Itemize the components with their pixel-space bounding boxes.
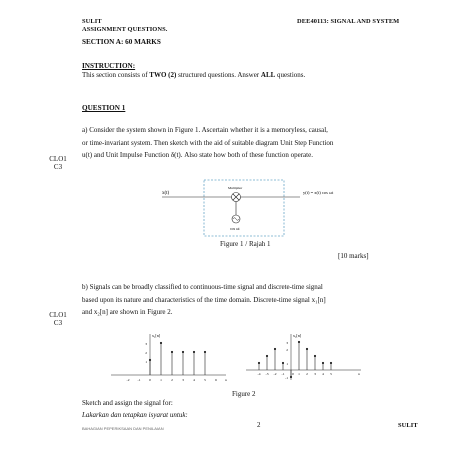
svg-text:1: 1 [286, 362, 288, 366]
part-b-text: b) Signals can be broadly classified to continuous-time signal and discrete-time signal based upon its nature and characteristics of the time domain. Discrete-time signal x₁[n] and x₂[n] are shown in Figure 2. [82, 283, 326, 316]
svg-text:-4: -4 [257, 372, 261, 376]
svg-text:3: 3 [182, 378, 184, 382]
svg-text:-1: -1 [137, 378, 141, 382]
svg-text:4: 4 [193, 378, 195, 382]
svg-text:0: 0 [149, 378, 151, 382]
section-title: SECTION A: 60 MARKS [82, 38, 161, 46]
sketch-instruction: Sketch and assign the signal for: [82, 399, 173, 407]
header-course: DEE40113: SIGNAL AND SYSTEM [297, 18, 400, 25]
question-heading: QUESTION 1 [82, 104, 126, 112]
footer-left: BAHAGIAN PEPERIKSAAN DAN PENILAIAN [82, 426, 164, 431]
x2-ylabel: x₂[n] [293, 333, 302, 338]
x1-ylabel: x₁[n] [152, 333, 161, 338]
figure-2-x1-plot [108, 330, 230, 386]
figure-1-output-label: y(t) = x(t) cos ωt [303, 190, 334, 195]
svg-text:2: 2 [286, 348, 288, 352]
header-sulit: SULIT [82, 18, 102, 25]
svg-text:4: 4 [322, 372, 324, 376]
svg-text:2: 2 [171, 378, 173, 382]
svg-text:2: 2 [145, 351, 147, 355]
header-assignment: ASSIGNMENT QUESTIONS. [82, 26, 168, 33]
footer-sulit: SULIT [398, 422, 418, 429]
svg-text:3: 3 [314, 372, 316, 376]
svg-text:1: 1 [145, 360, 147, 364]
svg-text:5: 5 [204, 378, 206, 382]
svg-text:6: 6 [215, 378, 217, 382]
figure-2-x2-plot [243, 330, 365, 386]
svg-text:3: 3 [145, 342, 147, 346]
svg-text:n: n [225, 378, 227, 382]
multiplier-label: Multiplier [228, 186, 243, 190]
svg-text:2: 2 [306, 372, 308, 376]
clo-label-b: CLO1 C3 [49, 311, 67, 327]
svg-text:5: 5 [330, 372, 332, 376]
svg-text:-2: -2 [273, 372, 277, 376]
part-a-text: a) Consider the system shown in Figure 1. Ascertain whether it is a memoryless, causal, or time-invariant system. Then sketch with the aid of suitable diagram Unit Step Function u(t) and Unit Impulse Function δ(t). Also state how both of these function operate. [82, 126, 334, 159]
sketch-instruction-malay: Lakarkan dan tetapkan isyarat untuk: [82, 411, 188, 419]
instruction-heading: INSTRUCTION: [82, 62, 136, 70]
page-number: 2 [257, 421, 261, 429]
figure-1-diagram [160, 178, 360, 240]
figure-1-box [204, 180, 284, 236]
svg-text:-3: -3 [265, 372, 269, 376]
instruction-text: This section consists of TWO (2) structured questions. Answer ALL questions. [82, 71, 306, 79]
figure-1-input-label: x(t) [162, 191, 170, 196]
oscillator-label: cos ωt [230, 227, 240, 231]
svg-text:1: 1 [298, 372, 300, 376]
svg-text:-1: -1 [285, 376, 288, 380]
figure-1-caption: Figure 1 / Rajah 1 [220, 240, 271, 248]
clo-label-a: CLO1 C3 [49, 155, 67, 171]
svg-text:-1: -1 [281, 372, 285, 376]
svg-text:n: n [358, 372, 360, 376]
svg-text:-2: -2 [126, 378, 130, 382]
figure-2-caption: Figure 2 [232, 390, 256, 398]
svg-text:3: 3 [286, 341, 288, 345]
svg-text:0: 0 [292, 372, 294, 376]
marks-a: [10 marks] [338, 252, 369, 260]
svg-text:1: 1 [160, 378, 162, 382]
